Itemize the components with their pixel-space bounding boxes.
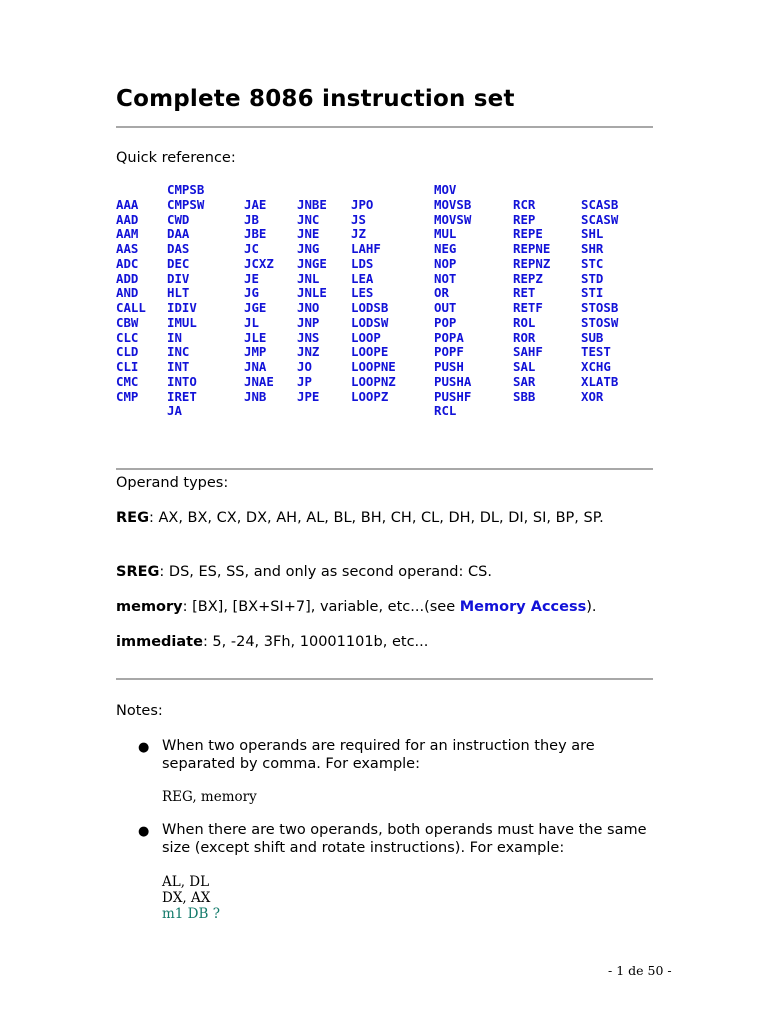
instruction-column-3 (244, 183, 274, 404)
instruction-into[interactable]: INTO (167, 373, 197, 389)
instruction-jnae[interactable]: JNAE (244, 373, 274, 389)
instruction-jnl[interactable]: JNL (297, 270, 320, 286)
instruction-sahf[interactable]: SAHF (513, 344, 543, 360)
instruction-jg[interactable]: JG (244, 285, 259, 301)
instruction-popa[interactable]: POPA (434, 329, 464, 345)
instruction-spacer (297, 183, 327, 198)
instruction-jnb[interactable]: JNB (244, 388, 267, 404)
instruction-mul[interactable]: MUL (434, 226, 457, 242)
note-text: When there are two operands, both operands must have the same size (except shift and rotate instructions). For example: (162, 822, 647, 856)
instruction-spacer (351, 183, 396, 198)
instruction-movsw[interactable]: MOVSW (434, 211, 472, 227)
divider-operands (116, 468, 653, 470)
instruction-jbe[interactable]: JBE (244, 226, 267, 242)
operand-memory (116, 598, 653, 617)
instruction-and[interactable]: AND (116, 285, 139, 301)
instruction-sal[interactable]: SAL (513, 359, 536, 374)
instruction-xlatb[interactable]: XLATB (581, 373, 619, 389)
instruction-lodsw[interactable]: LODSW (351, 314, 389, 330)
operand-reg (116, 509, 653, 528)
instruction-clc[interactable]: CLC (116, 329, 139, 345)
instruction-jge[interactable]: JGE (244, 300, 267, 315)
instruction-dec[interactable]: DEC (167, 255, 190, 271)
operand-sreg-text: : DS, ES, SS, and only as second operand: CS. (159, 564, 492, 580)
operand-immediate-text: : 5, -24, 3Fh, 10001101b, etc... (202, 634, 429, 650)
instruction-column-2 (167, 183, 204, 419)
operand-reg-text: : AX, BX, CX, DX, AH, AL, BL, BH, CH, CL, DH, DL, DI, SI, BP, SP. (148, 510, 604, 526)
instruction-jz[interactable]: JZ (351, 226, 366, 242)
instruction-das[interactable]: DAS (167, 241, 190, 256)
instruction-sar[interactable]: SAR (513, 373, 536, 389)
instruction-imul[interactable]: IMUL (167, 314, 197, 330)
instruction-repnz[interactable]: REPNZ (513, 255, 551, 271)
instruction-stc[interactable]: STC (581, 255, 604, 271)
instruction-column-5 (351, 183, 396, 404)
instruction-push[interactable]: PUSH (434, 359, 464, 374)
instruction-stosw[interactable]: STOSW (581, 314, 619, 330)
instruction-jnc[interactable]: JNC (297, 211, 320, 227)
instruction-pop[interactable]: POP (434, 314, 457, 330)
instruction-spacer (513, 183, 550, 198)
instruction-loopz[interactable]: LOOPZ (351, 388, 389, 404)
instruction-je[interactable]: JE (244, 270, 259, 286)
instruction-sub[interactable]: SUB (581, 329, 604, 345)
instruction-cwd[interactable]: CWD (167, 211, 190, 227)
instruction-ror[interactable]: ROR (513, 329, 536, 345)
instruction-cmp[interactable]: CMP (116, 388, 139, 404)
instruction-jne[interactable]: JNE (297, 226, 320, 242)
instruction-stosb[interactable]: STOSB (581, 300, 619, 315)
instruction-ret[interactable]: RET (513, 285, 536, 301)
instruction-jnle[interactable]: JNLE (297, 285, 327, 301)
instruction-les[interactable]: LES (351, 285, 374, 301)
instruction-jna[interactable]: JNA (244, 359, 267, 374)
instruction-repe[interactable]: REPE (513, 226, 543, 242)
operand-immediate (116, 633, 653, 652)
bullet-icon: ● (138, 740, 150, 755)
instruction-retf[interactable]: RETF (513, 300, 543, 315)
instruction-jnz[interactable]: JNZ (297, 344, 320, 360)
instruction-or[interactable]: OR (434, 285, 449, 301)
operand-reg-term: REG (116, 510, 149, 526)
code-line: AL, DL (162, 874, 210, 890)
code-line: m1 DB ? (162, 906, 220, 922)
operand-types-label: Operand types: (116, 475, 229, 491)
instruction-jl[interactable]: JL (244, 314, 259, 330)
instruction-repz[interactable]: REPZ (513, 270, 543, 286)
instruction-test[interactable]: TEST (581, 344, 611, 360)
instruction-popf[interactable]: POPF (434, 344, 464, 360)
instruction-rol[interactable]: ROL (513, 314, 536, 330)
instruction-int[interactable]: INT (167, 359, 190, 374)
code-line: REG, memory (162, 789, 257, 805)
code-line: DX, AX (162, 890, 211, 906)
instruction-jnp[interactable]: JNP (297, 314, 320, 330)
instruction-column-6 (434, 183, 471, 419)
instruction-loopne[interactable]: LOOPNE (351, 359, 396, 374)
memory-access-link[interactable]: Memory Access (459, 599, 587, 615)
instruction-cmpsw[interactable]: CMPSW (167, 196, 205, 212)
instruction-idiv[interactable]: IDIV (167, 300, 197, 315)
instruction-loop[interactable]: LOOP (351, 329, 381, 345)
instruction-inc[interactable]: INC (167, 344, 190, 360)
operand-immediate-term: immediate (116, 634, 203, 650)
operand-memory-text: : [BX], [BX+SI+7], variable, etc...(see (182, 599, 460, 615)
instruction-jnge[interactable]: JNGE (297, 255, 327, 271)
instruction-aam[interactable]: AAM (116, 226, 139, 242)
instruction-aaa[interactable]: AAA (116, 196, 139, 212)
quick-reference-label: Quick reference: (116, 150, 236, 166)
instruction-shl[interactable]: SHL (581, 226, 604, 242)
instruction-rcr[interactable]: RCR (513, 196, 536, 212)
instruction-cld[interactable]: CLD (116, 344, 139, 360)
instruction-iret[interactable]: IRET (167, 388, 197, 404)
instruction-spacer (581, 183, 618, 198)
instruction-sbb[interactable]: SBB (513, 388, 536, 404)
instruction-pusha[interactable]: PUSHA (434, 373, 472, 389)
instruction-rep[interactable]: REP (513, 211, 536, 227)
instruction-in[interactable]: IN (167, 329, 182, 345)
page-title: Complete 8086 instruction set (116, 86, 515, 112)
instruction-neg[interactable]: NEG (434, 241, 457, 256)
instruction-js[interactable]: JS (351, 211, 366, 227)
instruction-call[interactable]: CALL (116, 300, 146, 315)
instruction-sti[interactable]: STI (581, 285, 604, 301)
instruction-column-7 (513, 183, 550, 404)
instruction-jb[interactable]: JB (244, 211, 259, 227)
instruction-add[interactable]: ADD (116, 270, 139, 286)
instruction-jo[interactable]: JO (297, 359, 312, 374)
divider-notes (116, 678, 653, 680)
instruction-mov[interactable]: MOV (434, 182, 457, 197)
instruction-jns[interactable]: JNS (297, 329, 320, 345)
instruction-hlt[interactable]: HLT (167, 285, 190, 301)
instruction-pushf[interactable]: PUSHF (434, 388, 472, 404)
operand-memory-term: memory (116, 599, 183, 615)
instruction-loopnz[interactable]: LOOPNZ (351, 373, 396, 389)
instruction-spacer (116, 183, 146, 198)
operand-sreg-term: SREG (116, 564, 160, 580)
instruction-shr[interactable]: SHR (581, 241, 604, 256)
instruction-xor[interactable]: XOR (581, 388, 604, 404)
instruction-scasw[interactable]: SCASW (581, 211, 619, 227)
page-indicator: - 1 de 50 - (608, 963, 672, 978)
instruction-jae[interactable]: JAE (244, 196, 267, 212)
instruction-jle[interactable]: JLE (244, 329, 267, 345)
instruction-scasb[interactable]: SCASB (581, 196, 619, 212)
instruction-jcxz[interactable]: JCXZ (244, 255, 274, 271)
instruction-column-8 (581, 183, 618, 404)
instruction-adc[interactable]: ADC (116, 255, 139, 271)
instruction-cmc[interactable]: CMC (116, 373, 139, 389)
instruction-column-1 (116, 183, 146, 404)
instruction-jmp[interactable]: JMP (244, 344, 267, 360)
instruction-rcl[interactable]: RCL (434, 403, 457, 419)
operand-sreg (116, 563, 653, 582)
instruction-jc[interactable]: JC (244, 241, 259, 256)
instruction-std[interactable]: STD (581, 270, 604, 286)
instruction-xchg[interactable]: XCHG (581, 359, 611, 374)
note-text: When two operands are required for an instruction they are separated by comma. For example: (162, 738, 595, 772)
instruction-jno[interactable]: JNO (297, 300, 320, 315)
instruction-lodsb[interactable]: LODSB (351, 300, 389, 315)
instruction-aas[interactable]: AAS (116, 241, 139, 256)
instruction-lds[interactable]: LDS (351, 255, 374, 271)
instruction-lea[interactable]: LEA (351, 270, 374, 286)
notes-label: Notes: (116, 703, 163, 719)
instruction-jpe[interactable]: JPE (297, 388, 320, 404)
bullet-icon: ● (138, 824, 150, 839)
instruction-jpo[interactable]: JPO (351, 196, 374, 212)
instruction-div[interactable]: DIV (167, 270, 190, 286)
instruction-jp[interactable]: JP (297, 373, 312, 389)
instruction-daa[interactable]: DAA (167, 226, 190, 242)
divider-title (116, 126, 653, 128)
instruction-cmpsb[interactable]: CMPSB (167, 182, 205, 197)
instruction-jnbe[interactable]: JNBE (297, 196, 327, 212)
instruction-nop[interactable]: NOP (434, 255, 457, 271)
instruction-out[interactable]: OUT (434, 300, 457, 315)
instruction-lahf[interactable]: LAHF (351, 241, 381, 256)
instruction-movsb[interactable]: MOVSB (434, 196, 472, 212)
instruction-jng[interactable]: JNG (297, 241, 320, 256)
instruction-cli[interactable]: CLI (116, 359, 139, 374)
instruction-loope[interactable]: LOOPE (351, 344, 389, 360)
instruction-ja[interactable]: JA (167, 403, 182, 419)
instruction-repne[interactable]: REPNE (513, 241, 551, 256)
instruction-aad[interactable]: AAD (116, 211, 139, 227)
instruction-spacer (244, 183, 274, 198)
instruction-cbw[interactable]: CBW (116, 314, 139, 330)
operand-memory-text-end: ). (586, 599, 597, 615)
instruction-column-4 (297, 183, 327, 404)
instruction-not[interactable]: NOT (434, 270, 457, 286)
